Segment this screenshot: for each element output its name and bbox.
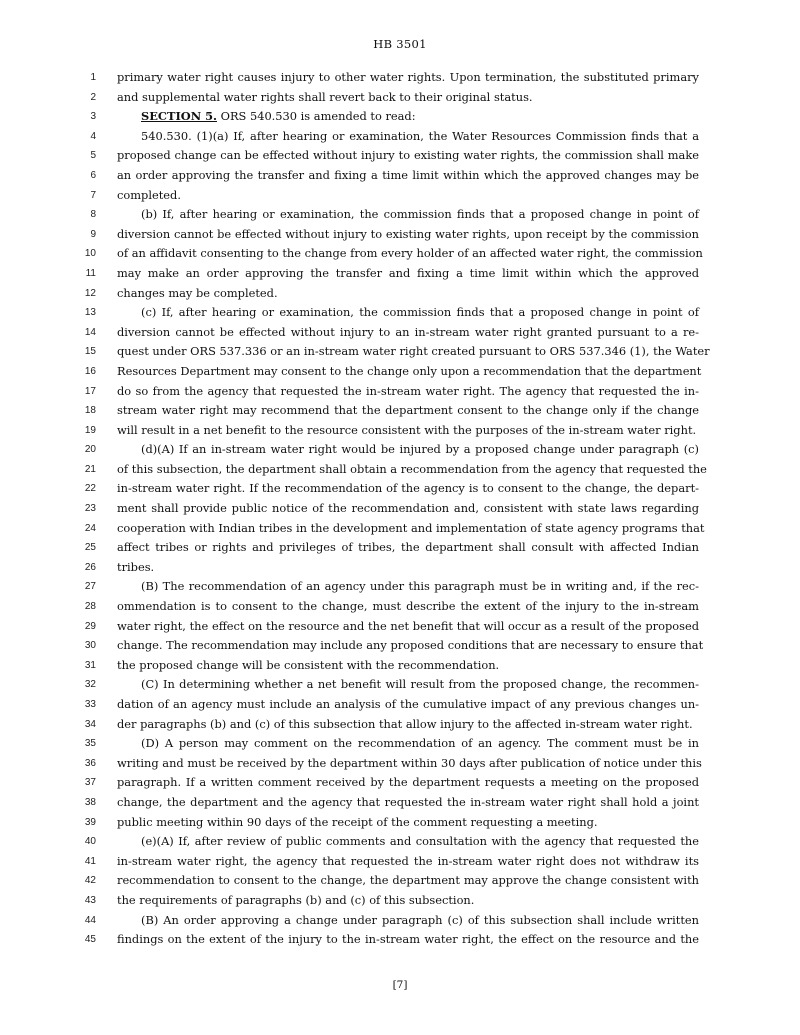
line-text: stream water right may recommend that the department consent to the change only if the change [117, 403, 699, 418]
line-number: 2 [90, 91, 96, 103]
line-number: 17 [84, 385, 96, 397]
line-number: 43 [84, 894, 96, 906]
line-text: recommendation to consent to the change, the department may approve the change consistent with [117, 873, 699, 888]
line-36 [0, 755, 800, 775]
line-number: 19 [84, 424, 96, 436]
line-number: 32 [84, 679, 96, 691]
line-28 [0, 598, 800, 618]
line-number: 29 [84, 620, 96, 632]
line-13 [0, 304, 800, 324]
line-number: 41 [84, 855, 96, 867]
line-8 [0, 206, 800, 226]
line-text: changes may be completed. [117, 285, 278, 300]
line-text: diversion cannot be effected without injury to existing water rights, upon receipt by the commission [117, 226, 699, 241]
line-4 [0, 128, 800, 148]
line-33 [0, 696, 800, 716]
line-2 [0, 89, 800, 109]
line-text: will result in a net benefit to the resource consistent with the purposes of the in-stream water right. [117, 422, 697, 437]
line-10 [0, 245, 800, 265]
line-number: 36 [84, 757, 96, 769]
line-24 [0, 520, 800, 540]
line-41 [0, 853, 800, 873]
line-31 [0, 657, 800, 677]
line-text: (c) If, after hearing or examination, the commission finds that a proposed change in point of [141, 305, 699, 320]
line-30 [0, 637, 800, 657]
line-16 [0, 363, 800, 383]
line-9 [0, 226, 800, 246]
line-text: writing and must be received by the department within 30 days after publication of notice under this [117, 755, 702, 770]
line-number: 33 [84, 699, 96, 710]
line-text: change, the department and the agency that requested the in-stream water right shall hold a joint [117, 794, 699, 809]
line-22 [0, 480, 800, 500]
line-text: cooperation with Indian tribes in the development and implementation of state agency programs that [117, 520, 705, 535]
line-text: water right, the effect on the resource and the net benefit that will occur as a result of the proposed [117, 618, 699, 633]
line-number: 34 [84, 718, 96, 730]
line-number: 23 [84, 503, 96, 515]
line-text: public meeting within 90 days of the receipt of the comment requesting a meeting. [117, 814, 598, 829]
line-number: 8 [90, 209, 96, 221]
line-number: 7 [90, 189, 96, 201]
line-18 [0, 402, 800, 422]
line-number: 20 [84, 444, 96, 456]
line-5 [0, 147, 800, 167]
line-number: 13 [84, 307, 96, 319]
line-40 [0, 833, 800, 853]
line-text: (D) A person may comment on the recommendation of an agency. The comment must be in [141, 736, 699, 751]
line-text: an order approving the transfer and fixing a time limit within which the approved changes may be [117, 167, 699, 182]
line-number: 45 [84, 934, 96, 946]
line-44 [0, 912, 800, 932]
line-text: in-stream water right. If the recommendation of the agency is to consent to the change, the depart- [117, 481, 699, 496]
line-number: 40 [84, 836, 96, 848]
line-number: 1 [90, 72, 96, 83]
line-number: 42 [84, 875, 96, 887]
line-number: 38 [84, 796, 96, 808]
line-text: paragraph. If a written comment received by the department requests a meeting on the proposed [117, 775, 699, 790]
line-text: quest under ORS 537.336 or an in-stream water right created pursuant to ORS 537.346 (1), the Water [117, 344, 710, 359]
line-37 [0, 774, 800, 794]
line-text: (B) An order approving a change under paragraph (c) of this subsection shall include written [141, 912, 699, 927]
line-7 [0, 187, 800, 207]
line-text: the proposed change will be consistent with the recommendation. [117, 657, 500, 672]
line-number: 6 [90, 169, 96, 181]
line-number: 10 [84, 248, 96, 260]
line-text: proposed change can be effected without injury to existing water rights, the commission shall make [117, 148, 699, 163]
line-number: 22 [84, 483, 96, 495]
line-text: dation of an agency must include an analysis of the cumulative impact of any previous changes un- [117, 697, 699, 711]
line-32 [0, 676, 800, 696]
line-29 [0, 618, 800, 638]
line-text: do so from the agency that requested the in-stream water right. The agency that requested the in- [117, 383, 699, 398]
line-text: (B) The recommendation of an agency under this paragraph must be in writing and, if the rec- [141, 579, 699, 594]
line-15 [0, 343, 800, 363]
line-12 [0, 285, 800, 305]
line-number: 39 [84, 816, 96, 828]
line-number: 35 [84, 738, 96, 750]
line-6 [0, 167, 800, 187]
line-number: 3 [90, 111, 96, 123]
line-26 [0, 559, 800, 579]
line-number: 15 [84, 346, 96, 358]
line-number: 18 [84, 405, 96, 417]
line-text: and supplemental water rights shall revert back to their original status. [117, 89, 533, 104]
document-body [0, 69, 800, 951]
line-11 [0, 265, 800, 285]
line-number: 44 [84, 914, 96, 926]
line-42 [0, 872, 800, 892]
line-43 [0, 892, 800, 912]
line-25 [0, 539, 800, 559]
section-heading-line [141, 109, 699, 123]
line-text: primary water right causes injury to other water rights. Upon termination, the substituted primary [117, 70, 699, 84]
line-text: affect tribes or rights and privileges of tribes, the department shall consult with affected Indian [117, 540, 699, 555]
line-21 [0, 461, 800, 481]
line-number: 27 [84, 581, 96, 593]
line-text: (d)(A) If an in-stream water right would be injured by a proposed change under paragraph (c) [141, 442, 699, 457]
line-text: of this subsection, the department shall obtain a recommendation from the agency that requested the [117, 461, 707, 476]
line-38 [0, 794, 800, 814]
line-text: findings on the extent of the injury to the in-stream water right, the effect on the resource and the [117, 932, 699, 947]
line-number: 31 [84, 659, 96, 671]
line-text: in-stream water right, the agency that requested the in-stream water right does not withdraw its [117, 853, 699, 868]
line-number: 14 [84, 326, 96, 338]
line-text: ment shall provide public notice of the recommendation and, consistent with state laws regarding [117, 501, 699, 516]
line-text: ommendation is to consent to the change, must describe the extent of the injury to the in-stream [117, 599, 699, 614]
line-number: 9 [90, 228, 96, 240]
line-14 [0, 324, 800, 344]
line-number: 16 [84, 365, 96, 377]
line-text: 540.530. (1)(a) If, after hearing or examination, the Water Resources Commission finds that a [141, 128, 699, 143]
line-text: (b) If, after hearing or examination, the commission finds that a proposed change in point of [141, 207, 699, 222]
section-label: SECTION 5. [141, 109, 217, 124]
line-19 [0, 422, 800, 442]
line-text: tribes. [117, 559, 155, 574]
line-27 [0, 578, 800, 598]
line-number: 28 [84, 601, 96, 613]
line-number: 26 [84, 561, 96, 573]
page-header: HB 3501 [373, 37, 427, 51]
line-number: 11 [85, 267, 96, 279]
line-number: 5 [90, 150, 96, 162]
line-text: completed. [117, 187, 181, 202]
line-39 [0, 814, 800, 834]
line-3 [0, 108, 800, 128]
line-text: the requirements of paragraphs (b) and (c) of this subsection. [117, 892, 475, 907]
line-45 [0, 931, 800, 951]
line-number: 30 [84, 640, 96, 652]
line-number: 4 [90, 130, 96, 142]
line-number: 37 [84, 777, 96, 789]
line-text: of an affidavit consenting to the change from every holder of an affected water right, the commission [117, 246, 703, 261]
page-number: [7] [392, 979, 408, 991]
line-35 [0, 735, 800, 755]
line-text: diversion cannot be effected without injury to an in-stream water right granted pursuant to a re- [117, 324, 699, 339]
line-text: Resources Department may consent to the change only upon a recommendation that the department [117, 363, 702, 378]
line-1 [0, 69, 800, 89]
line-17 [0, 383, 800, 403]
line-text: may make an order approving the transfer and fixing a time limit within which the approved [117, 265, 699, 280]
section-heading-text: ORS 540.530 is amended to read: [216, 109, 416, 124]
line-number: 24 [84, 522, 96, 534]
line-number: 25 [84, 542, 96, 554]
line-34 [0, 716, 800, 736]
line-20 [0, 441, 800, 461]
line-text: (C) In determining whether a net benefit will result from the proposed change, the recommen- [141, 677, 699, 692]
line-text: (e)(A) If, after review of public comments and consultation with the agency that requested the [141, 834, 699, 849]
line-number: 21 [84, 463, 96, 475]
line-23 [0, 500, 800, 520]
line-text: der paragraphs (b) and (c) of this subsection that allow injury to the affected in-stream water right. [117, 716, 693, 731]
line-number: 12 [84, 287, 96, 299]
line-text: change. The recommendation may include any proposed conditions that are necessary to ensure that [117, 638, 704, 653]
